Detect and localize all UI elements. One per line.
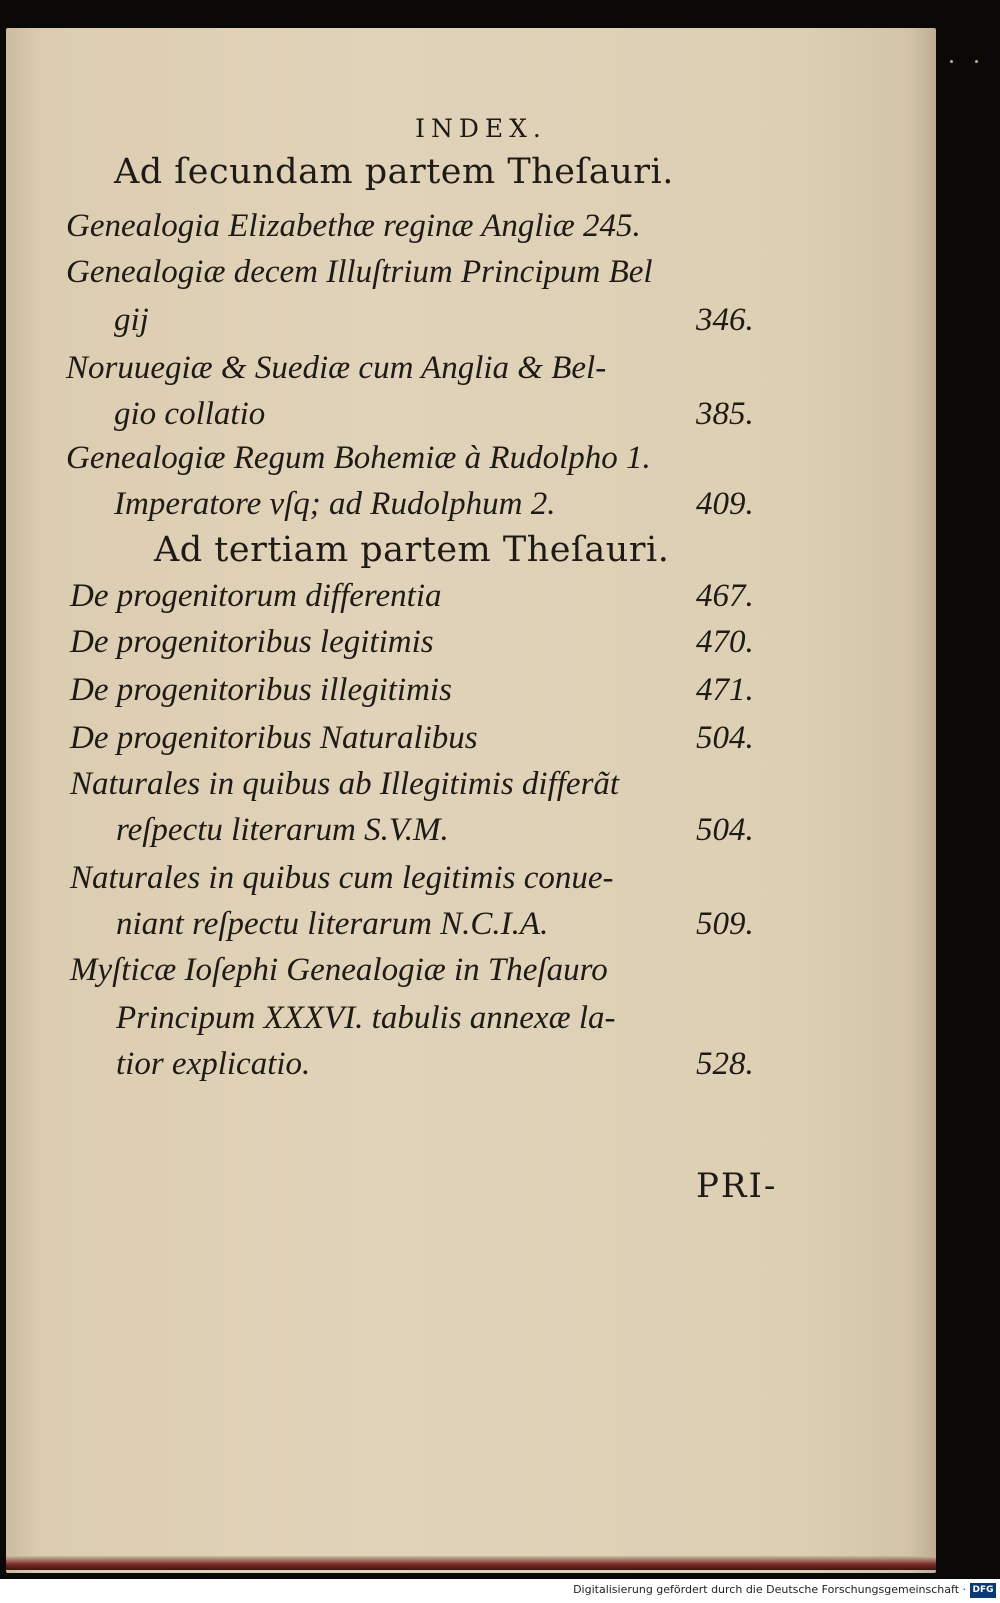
index-page-number: 528.	[696, 1046, 754, 1082]
index-page-number: 504.	[696, 812, 754, 848]
index-entry-text: Naturales in quibus ab Illegitimis differãt	[70, 766, 620, 802]
index-entry-text: Principum XXXVI. tabulis annexæ la-	[116, 1000, 616, 1036]
index-entry-text: De progenitoribus illegitimis	[70, 672, 452, 708]
scan-dust	[950, 60, 953, 63]
catchword: PRI-	[696, 1166, 778, 1206]
section-heading: Ad ſecundam partem Theſauri.	[114, 152, 674, 192]
index-page-number: 504.	[696, 720, 754, 756]
index-entry-text: niant reſpectu literarum N.C.I.A.	[116, 906, 549, 942]
section-heading: Ad tertiam partem Theſauri.	[154, 530, 670, 570]
index-entry-text: De progenitorum differentia	[70, 578, 442, 614]
index-entry-text: De progenitoribus legitimis	[70, 624, 434, 660]
index-entry-text: Imperatore vſq; ad Rudolphum 2.	[114, 486, 556, 522]
index-page-number: 509.	[696, 906, 754, 942]
index-page-number: 409.	[696, 486, 754, 522]
index-entry-text: Genealogiæ decem Illuſtrium Principum Bel	[66, 254, 653, 290]
index-entry-text: gij	[114, 302, 149, 338]
index-page-number: 471.	[696, 672, 754, 708]
page-edge	[6, 1556, 936, 1570]
index-page-number: 467.	[696, 578, 754, 614]
index-entry-text: De progenitoribus Naturalibus	[70, 720, 478, 756]
book-page	[6, 28, 936, 1573]
index-entry-text: Noruuegiæ & Suediæ cum Anglia & Bel-	[66, 350, 607, 386]
index-entry-text: reſpectu literarum S.V.M.	[116, 812, 449, 848]
scan-dust	[975, 60, 978, 63]
index-entry-text: Genealogia Elizabethæ reginæ Angliæ 245.	[66, 208, 641, 244]
index-entry-text: Myſticæ Ioſephi Genealogiæ in Theſauro	[70, 952, 608, 988]
index-entry-text: gio collatio	[114, 396, 266, 432]
index-page-number: 385.	[696, 396, 754, 432]
running-head: INDEX.	[415, 114, 547, 143]
index-page-number: 470.	[696, 624, 754, 660]
index-entry-text: Naturales in quibus cum legitimis conue-	[70, 860, 614, 896]
index-page-number: 346.	[696, 302, 754, 338]
index-entry-text: Genealogiæ Regum Bohemiæ à Rudolpho 1.	[66, 440, 651, 476]
funding-credit: Digitalisierung gefördert durch die Deutsche Forschungsgemeinschaft ·	[573, 1583, 966, 1596]
index-entry-text: tior explicatio.	[116, 1046, 311, 1082]
footer-bar	[0, 1579, 1000, 1603]
dfg-logo-icon: DFG	[970, 1583, 996, 1598]
